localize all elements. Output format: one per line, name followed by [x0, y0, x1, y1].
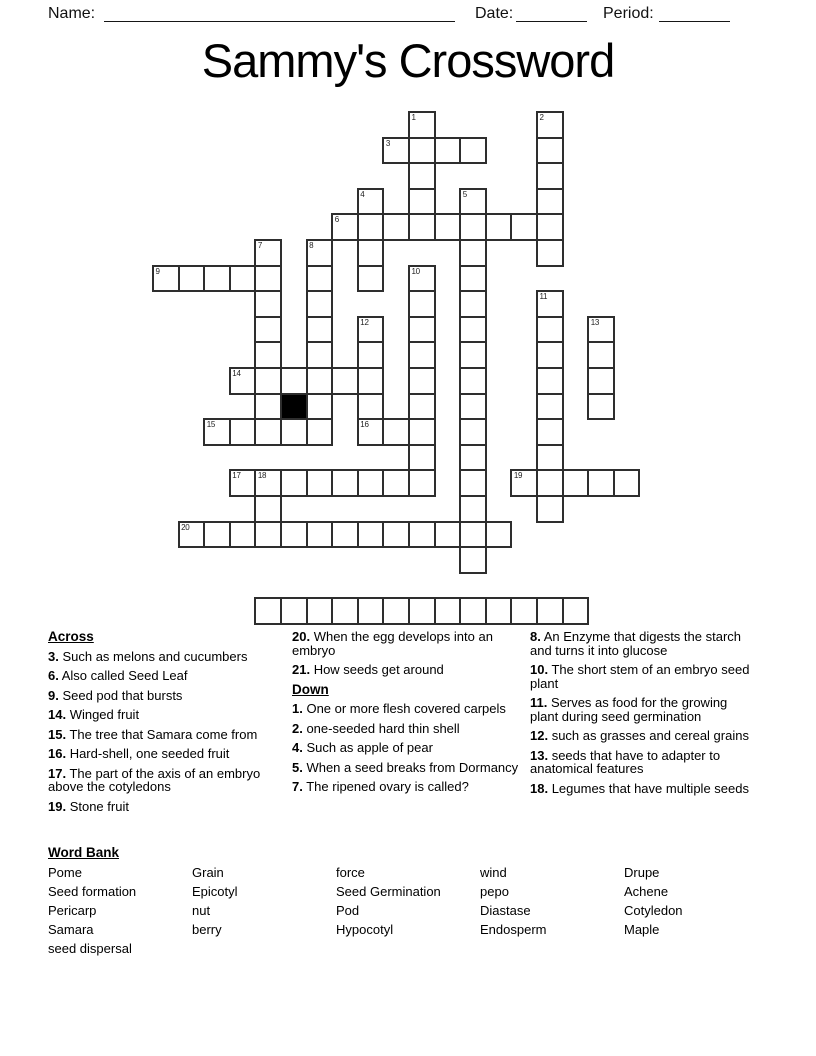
grid-cell — [536, 341, 564, 369]
grid-cell — [306, 239, 334, 267]
grid-cell — [434, 521, 462, 549]
grid-cell — [587, 393, 615, 421]
clue: 2. one-seeded hard thin shell — [292, 720, 460, 736]
grid-cell — [203, 418, 231, 446]
word-bank-word: seed dispersal — [48, 941, 132, 956]
grid-cell — [587, 469, 615, 497]
grid-cell — [203, 265, 231, 293]
word-bank-word: Samara — [48, 922, 94, 937]
cell-number: 3 — [385, 138, 391, 148]
clue-number: 16. — [48, 746, 67, 761]
word-bank-word: Achene — [624, 884, 669, 899]
grid-cell — [408, 290, 436, 318]
name-label: Name: — [48, 5, 96, 22]
grid-cell — [459, 444, 487, 472]
grid-cell — [254, 367, 282, 395]
grid-cell — [408, 265, 436, 293]
grid-cell — [613, 469, 641, 497]
grid-cell — [536, 597, 564, 625]
grid-cell — [254, 290, 282, 318]
word-bank-word: Cotyledon — [624, 903, 683, 918]
grid-cell — [408, 316, 436, 344]
clue-number: 10. — [530, 662, 549, 677]
name-blank-line — [104, 5, 455, 22]
grid-cell — [459, 546, 487, 574]
clue-number: 13. — [530, 747, 549, 763]
cell-number: 4 — [360, 189, 365, 199]
grid-cell — [459, 239, 487, 267]
clue: 1. One or more flesh covered carpels — [292, 701, 506, 716]
grid-cell — [306, 393, 334, 421]
clue: 21. How seeds get around — [292, 662, 444, 677]
grid-cell — [562, 469, 590, 497]
grid-cell — [408, 188, 436, 216]
grid-cell — [280, 469, 308, 497]
grid-cell — [306, 521, 334, 549]
clue: 20. When the egg develops into an embryo — [292, 629, 493, 658]
grid-cell — [536, 188, 564, 216]
cell-number: 2 — [539, 113, 544, 122]
grid-cell — [536, 239, 564, 267]
grid-cell — [408, 597, 436, 625]
grid-cell — [331, 367, 359, 395]
clue-number: 21. — [292, 662, 311, 677]
grid-cell — [306, 597, 334, 625]
crossword-grid — [152, 111, 641, 625]
grid-cell — [485, 213, 513, 241]
clue: 10. The short stem of an embryo seed plant — [530, 662, 750, 691]
grid-cell — [254, 265, 282, 293]
black-cell — [280, 393, 308, 421]
grid-cell — [536, 367, 564, 395]
grid-cell — [536, 162, 564, 190]
grid-cell — [357, 213, 385, 241]
clue-column-middle — [292, 630, 520, 800]
grid-cell — [280, 597, 308, 625]
grid-cell — [459, 495, 487, 523]
cell-number: 13 — [590, 317, 599, 327]
cell-number: 11 — [539, 292, 548, 302]
grid-cell — [408, 162, 436, 190]
grid-cell — [382, 418, 410, 446]
grid-cell — [408, 213, 436, 241]
word-bank-heading: Word Bank — [48, 845, 120, 860]
grid-cell — [536, 111, 564, 139]
word-bank-word: Endosperm — [480, 922, 547, 937]
grid-cell — [587, 341, 615, 369]
clue-number: 14. — [48, 707, 67, 722]
grid-cell — [229, 521, 257, 549]
grid-cell — [357, 265, 385, 293]
clue-number: 18. — [530, 780, 549, 796]
grid-cell — [254, 239, 282, 267]
cell-number: 6 — [334, 215, 339, 225]
grid-cell — [254, 521, 282, 549]
grid-cell — [408, 393, 436, 421]
grid-cell — [459, 418, 487, 446]
cell-number: 12 — [360, 317, 369, 327]
grid-cell — [152, 265, 180, 293]
period-blank-line — [659, 5, 730, 22]
clue: 19. Stone fruit — [48, 798, 129, 814]
grid-cell — [408, 469, 436, 497]
grid-cell — [306, 290, 334, 318]
clue: 8. An Enzyme that digests the starch and turns it into glucose — [530, 629, 742, 658]
word-bank-word: berry — [192, 922, 222, 937]
grid-cell — [510, 597, 538, 625]
clue: 7. The ripened ovary is called? — [292, 779, 469, 794]
grid-cell — [408, 418, 436, 446]
grid-cell — [306, 265, 334, 293]
period-label: Period: — [603, 5, 654, 22]
word-bank-word: Diastase — [480, 903, 531, 918]
grid-cell — [229, 367, 257, 395]
grid-cell — [357, 188, 385, 216]
clue: 4. Such as apple of pear — [292, 740, 433, 755]
clue-number: 7. — [292, 779, 303, 794]
grid-cell — [306, 341, 334, 369]
grid-cell — [408, 137, 436, 165]
grid-cell — [536, 444, 564, 472]
word-bank-word: Pome — [48, 865, 82, 880]
grid-cell — [434, 213, 462, 241]
grid-cell — [203, 521, 231, 549]
grid-cell — [229, 265, 257, 293]
clue-number: 15. — [48, 726, 67, 742]
clue-number: 4. — [292, 740, 303, 755]
word-bank-word: Seed formation — [48, 884, 137, 899]
grid-cell — [357, 316, 385, 344]
cell-number: 7 — [257, 241, 263, 250]
clue-number: 11. — [530, 695, 548, 710]
clue: 9. Seed pod that bursts — [48, 687, 183, 703]
grid-cell — [408, 444, 436, 472]
word-bank-column — [624, 863, 764, 939]
word-bank-column — [48, 863, 188, 958]
grid-cell — [357, 393, 385, 421]
cell-number: 20 — [181, 522, 190, 532]
grid-cell — [459, 213, 487, 241]
grid-cell — [536, 469, 564, 497]
clue-number: 20. — [292, 629, 311, 644]
clue: 6. Also called Seed Leaf — [48, 668, 188, 683]
grid-cell — [408, 367, 436, 395]
grid-cell — [408, 341, 436, 369]
grid-cell — [357, 341, 385, 369]
grid-cell — [459, 188, 487, 216]
grid-cell — [536, 393, 564, 421]
grid-cell — [254, 393, 282, 421]
clue: 13. seeds that have to adapter to anatomical features — [530, 747, 721, 776]
cell-number: 1 — [411, 113, 416, 122]
clue-column-right — [530, 630, 754, 801]
clue-number: 12. — [530, 728, 549, 743]
grid-cell — [254, 469, 282, 497]
clue: 17. The part of the axis of an embryo above the cotyledons — [48, 765, 261, 794]
grid-cell — [357, 521, 385, 549]
word-bank-word: nut — [192, 903, 211, 918]
clue: 3. Such as melons and cucumbers — [48, 648, 248, 664]
grid-cell — [306, 367, 334, 395]
grid-cell — [408, 111, 436, 139]
word-bank-word: Pericarp — [48, 903, 97, 918]
grid-cell — [357, 239, 385, 267]
grid-cell — [434, 137, 462, 165]
cell-number: 8 — [309, 241, 314, 250]
grid-cell — [459, 341, 487, 369]
grid-cell — [485, 521, 513, 549]
clue: 11. Serves as food for the growing plant during seed germination — [530, 695, 728, 724]
grid-cell — [459, 137, 487, 165]
grid-cell — [357, 418, 385, 446]
clue-number: 5. — [292, 759, 303, 775]
grid-cell — [382, 469, 410, 497]
word-bank-word: pepo — [480, 884, 509, 899]
word-bank-word: Grain — [192, 865, 224, 880]
grid-cell — [434, 597, 462, 625]
grid-cell — [331, 469, 359, 497]
grid-cell — [178, 521, 206, 549]
grid-cell — [459, 469, 487, 497]
grid-cell — [306, 316, 334, 344]
grid-cell — [382, 213, 410, 241]
grid-cell — [459, 316, 487, 344]
grid-cell — [536, 137, 564, 165]
cell-number: 14 — [232, 369, 241, 378]
grid-cell — [306, 418, 334, 446]
grid-cell — [536, 213, 564, 241]
grid-cell — [562, 597, 590, 625]
word-bank-word: Hypocotyl — [336, 922, 394, 937]
clue: 12. such as grasses and cereal grains — [530, 728, 749, 743]
clue-number: 8. — [530, 629, 541, 644]
grid-cell — [485, 597, 513, 625]
word-bank-column — [336, 863, 476, 939]
grid-cell — [254, 316, 282, 344]
word-bank-word: wind — [480, 865, 507, 880]
clue-number: 2. — [292, 720, 303, 736]
cell-number: 10 — [411, 266, 420, 276]
grid-cell — [587, 316, 615, 344]
grid-cell — [331, 597, 359, 625]
grid-cell — [331, 213, 359, 241]
grid-cell — [254, 495, 282, 523]
clue-number: 9. — [48, 687, 59, 703]
grid-cell — [382, 521, 410, 549]
cell-number: 9 — [155, 266, 160, 276]
clue-column-left — [48, 630, 285, 819]
clue: 16. Hard-shell, one seeded fruit — [48, 746, 230, 761]
date-label: Date: — [475, 5, 514, 22]
cell-number: 15 — [206, 420, 215, 430]
cell-number: 18 — [257, 471, 267, 481]
cell-number: 16 — [360, 420, 369, 430]
clue: 14. Winged fruit — [48, 707, 140, 722]
cell-number: 19 — [513, 471, 523, 481]
grid-cell — [280, 521, 308, 549]
grid-cell — [459, 597, 487, 625]
grid-cell — [459, 521, 487, 549]
grid-cell — [382, 597, 410, 625]
grid-cell — [459, 393, 487, 421]
grid-cell — [357, 469, 385, 497]
grid-cell — [536, 418, 564, 446]
clue-list-heading: Across — [48, 629, 94, 644]
word-bank-word: Seed Germination — [336, 884, 441, 899]
grid-cell — [357, 597, 385, 625]
grid-cell — [459, 265, 487, 293]
clue-number: 17. — [48, 765, 67, 781]
grid-cell — [459, 290, 487, 318]
grid-cell — [510, 469, 538, 497]
grid-cell — [510, 213, 538, 241]
grid-cell — [229, 418, 257, 446]
clue-number: 6. — [48, 668, 59, 683]
grid-cell — [306, 469, 334, 497]
clue-number: 1. — [292, 701, 303, 716]
grid-cell — [536, 316, 564, 344]
grid-cell — [254, 418, 282, 446]
grid-cell — [357, 367, 385, 395]
grid-cell — [280, 367, 308, 395]
clue-number: 3. — [48, 648, 59, 664]
clue-list-heading: Down — [292, 681, 329, 697]
grid-cell — [280, 418, 308, 446]
word-bank-word: force — [336, 865, 365, 880]
word-bank-column — [480, 863, 620, 939]
clue: 18. Legumes that have multiple seeds — [530, 780, 749, 796]
clue-number: 19. — [48, 798, 67, 814]
clue: 15. The tree that Samara come from — [48, 726, 258, 742]
grid-cell — [254, 597, 282, 625]
grid-cell — [382, 137, 410, 165]
clue: 5. When a seed breaks from Dormancy — [292, 759, 519, 775]
grid-cell — [536, 495, 564, 523]
grid-cell — [229, 469, 257, 497]
grid-cell — [587, 367, 615, 395]
word-bank-word: Pod — [336, 903, 360, 918]
cell-number: 17 — [232, 471, 241, 481]
grid-cell — [254, 341, 282, 369]
grid-cell — [536, 290, 564, 318]
grid-cell — [459, 367, 487, 395]
grid-cell — [408, 521, 436, 549]
word-bank-word: Maple — [624, 922, 660, 937]
word-bank-word: Drupe — [624, 865, 660, 880]
cell-number: 5 — [462, 189, 467, 199]
date-blank-line — [516, 5, 587, 22]
page-title: Sammy's Crossword — [201, 34, 615, 87]
word-bank-column — [192, 863, 332, 939]
grid-cell — [331, 521, 359, 549]
word-bank-word: Epicotyl — [192, 884, 238, 899]
grid-cell — [178, 265, 206, 293]
